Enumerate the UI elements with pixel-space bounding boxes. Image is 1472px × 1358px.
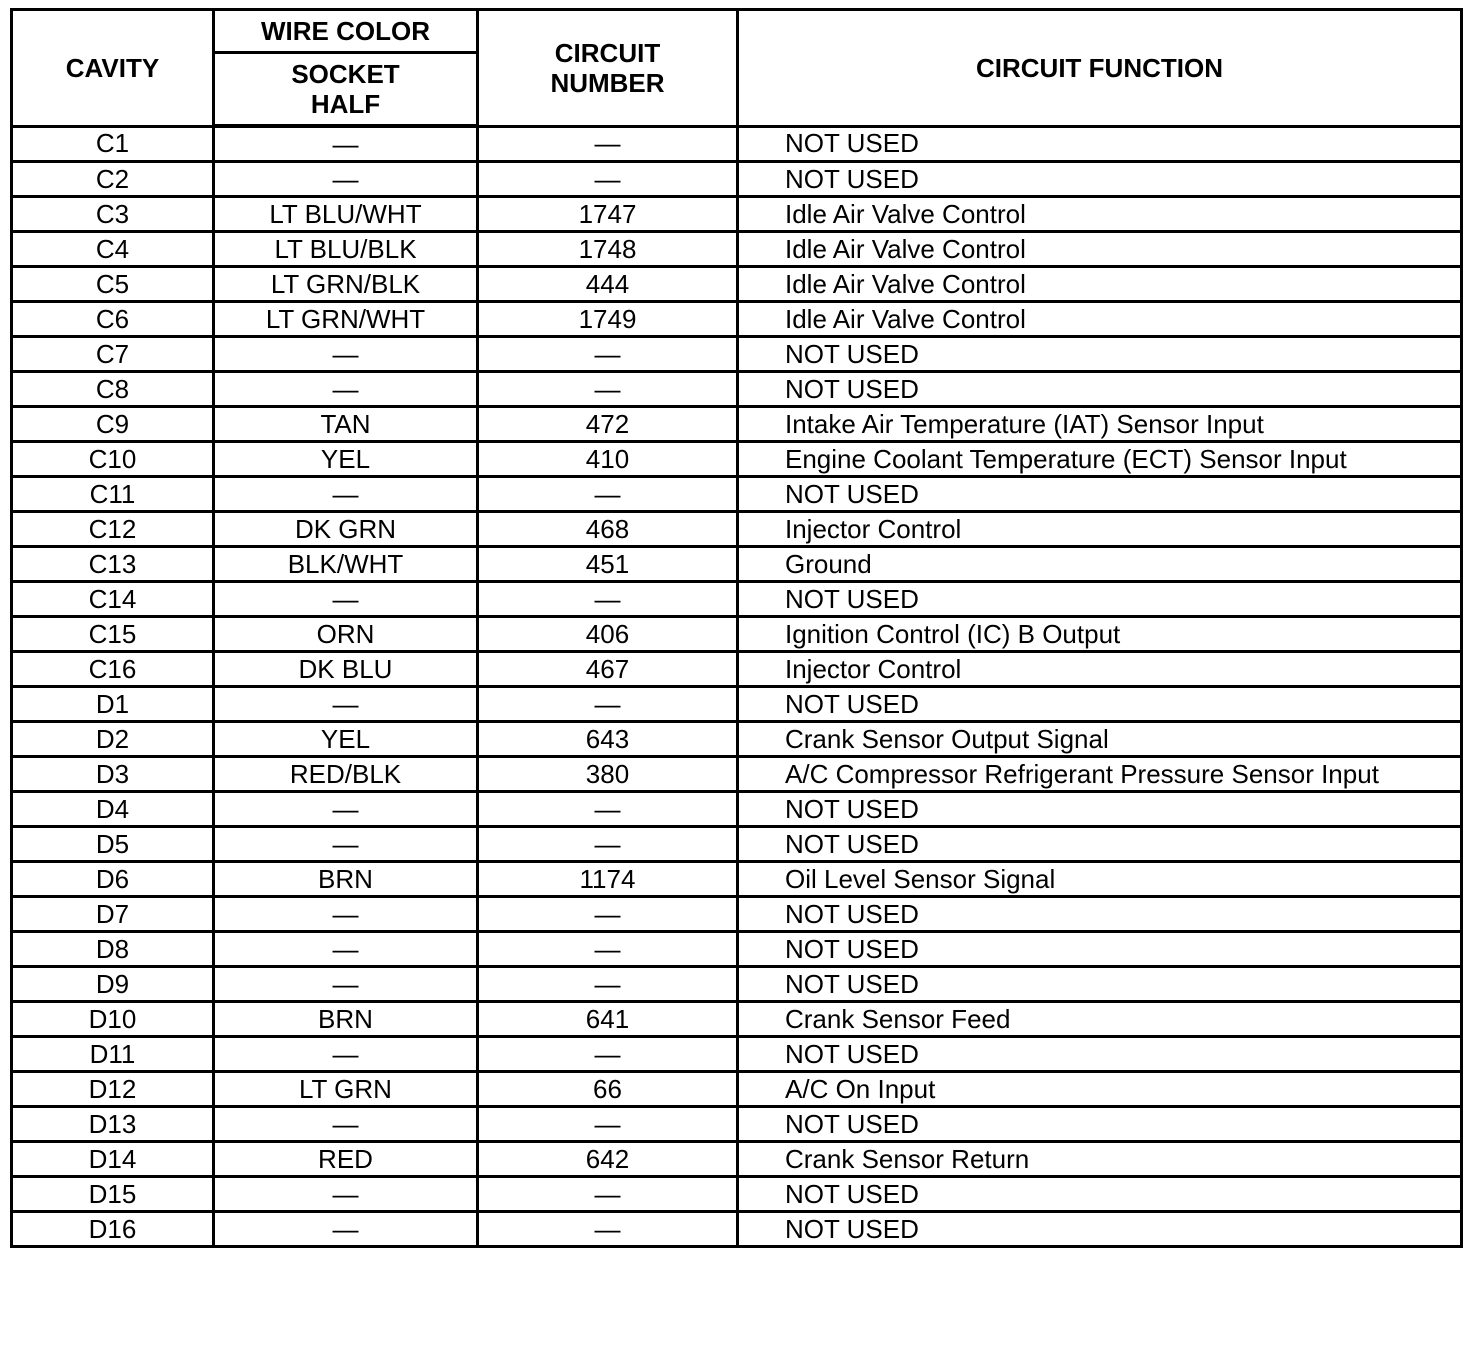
table-row (12, 1107, 1462, 1142)
circuit-function-cell: NOT USED (738, 932, 1462, 967)
circuit-function-cell: Ignition Control (IC) B Output (738, 617, 1462, 652)
table-row (12, 792, 1462, 827)
wire-color-cell: — (214, 1177, 478, 1212)
table-row (12, 477, 1462, 512)
circuit-function-cell: NOT USED (738, 897, 1462, 932)
circuit-function-cell: NOT USED (738, 827, 1462, 862)
circuit-function-cell: Crank Sensor Return (738, 1142, 1462, 1177)
circuit-number-cell: — (478, 1177, 738, 1212)
table-row (12, 267, 1462, 302)
circuit-function-cell: Engine Coolant Temperature (ECT) Sensor Input (738, 442, 1462, 477)
wire-color-cell: DK GRN (214, 512, 478, 547)
circuit-function-cell: NOT USED (738, 792, 1462, 827)
circuit-number-cell: 642 (478, 1142, 738, 1177)
table-row (12, 302, 1462, 337)
wire-color-cell: LT GRN/WHT (214, 302, 478, 337)
cavity-cell: C3 (12, 197, 214, 232)
table-row (12, 442, 1462, 477)
circuit-number-cell: — (478, 582, 738, 617)
table-row (12, 512, 1462, 547)
table-row (12, 232, 1462, 267)
wire-color-cell: — (214, 337, 478, 372)
header-circuit-number: CIRCUIT NUMBER (478, 10, 738, 127)
circuit-number-cell: — (478, 477, 738, 512)
cavity-cell: D8 (12, 932, 214, 967)
cavity-cell: D6 (12, 862, 214, 897)
table-row (12, 1212, 1462, 1247)
cavity-cell: D3 (12, 757, 214, 792)
cavity-cell: D9 (12, 967, 214, 1002)
cavity-cell: C5 (12, 267, 214, 302)
table-row (12, 897, 1462, 932)
cavity-cell: C1 (12, 126, 214, 162)
circuit-number-cell: 1748 (478, 232, 738, 267)
cavity-cell: D1 (12, 687, 214, 722)
circuit-function-cell: Idle Air Valve Control (738, 232, 1462, 267)
circuit-number-cell: — (478, 792, 738, 827)
wire-color-cell: — (214, 967, 478, 1002)
cavity-cell: C13 (12, 547, 214, 582)
wire-color-cell: LT BLU/BLK (214, 232, 478, 267)
circuit-function-cell: NOT USED (738, 967, 1462, 1002)
cavity-cell: D14 (12, 1142, 214, 1177)
wire-color-cell: — (214, 372, 478, 407)
table-row (12, 547, 1462, 582)
wire-color-cell: — (214, 687, 478, 722)
circuit-function-cell: Injector Control (738, 652, 1462, 687)
wire-color-cell: YEL (214, 442, 478, 477)
cavity-cell: C16 (12, 652, 214, 687)
circuit-number-cell: 472 (478, 407, 738, 442)
circuit-function-cell: NOT USED (738, 582, 1462, 617)
header-socket-half: SOCKET HALF (214, 53, 478, 127)
cavity-cell: D12 (12, 1072, 214, 1107)
table-body (12, 126, 1462, 1247)
circuit-function-cell: NOT USED (738, 337, 1462, 372)
circuit-number-cell: 1747 (478, 197, 738, 232)
wire-color-cell: — (214, 1037, 478, 1072)
circuit-function-cell: Intake Air Temperature (IAT) Sensor Input (738, 407, 1462, 442)
wire-color-cell: RED (214, 1142, 478, 1177)
header-circuit-function: CIRCUIT FUNCTION (738, 10, 1462, 127)
wire-color-cell: — (214, 162, 478, 197)
circuit-function-cell: Ground (738, 547, 1462, 582)
table-row (12, 126, 1462, 162)
circuit-function-cell: NOT USED (738, 1177, 1462, 1212)
cavity-cell: C4 (12, 232, 214, 267)
cavity-cell: D15 (12, 1177, 214, 1212)
wire-color-cell: — (214, 1107, 478, 1142)
wire-color-cell: LT GRN (214, 1072, 478, 1107)
circuit-number-cell: 380 (478, 757, 738, 792)
cavity-cell: D11 (12, 1037, 214, 1072)
wire-color-cell: LT BLU/WHT (214, 197, 478, 232)
circuit-number-cell: — (478, 827, 738, 862)
table-row (12, 582, 1462, 617)
table-row (12, 1037, 1462, 1072)
table-row (12, 407, 1462, 442)
wire-color-cell: — (214, 477, 478, 512)
circuit-number-cell: 444 (478, 267, 738, 302)
circuit-number-cell: — (478, 1037, 738, 1072)
table-header (12, 10, 1462, 127)
circuit-function-cell: Oil Level Sensor Signal (738, 862, 1462, 897)
wire-color-cell: RED/BLK (214, 757, 478, 792)
circuit-number-cell: 641 (478, 1002, 738, 1037)
table-row (12, 197, 1462, 232)
circuit-number-cell: 451 (478, 547, 738, 582)
circuit-function-cell: NOT USED (738, 1212, 1462, 1247)
circuit-number-cell: 406 (478, 617, 738, 652)
circuit-function-cell: NOT USED (738, 477, 1462, 512)
table-row (12, 722, 1462, 757)
header-wire-color: WIRE COLOR (214, 10, 478, 53)
cavity-cell: C14 (12, 582, 214, 617)
wire-color-cell: — (214, 897, 478, 932)
circuit-function-cell: Injector Control (738, 512, 1462, 547)
table-row (12, 1002, 1462, 1037)
circuit-function-cell: A/C Compressor Refrigerant Pressure Sensor Input (738, 757, 1462, 792)
connector-table-container (10, 8, 1460, 1248)
circuit-number-cell: — (478, 337, 738, 372)
cavity-cell: C2 (12, 162, 214, 197)
circuit-number-cell: — (478, 897, 738, 932)
table-row (12, 652, 1462, 687)
cavity-cell: D16 (12, 1212, 214, 1247)
wire-color-cell: — (214, 126, 478, 162)
table-row (12, 162, 1462, 197)
table-row (12, 617, 1462, 652)
circuit-number-cell: 1174 (478, 862, 738, 897)
circuit-function-cell: Idle Air Valve Control (738, 302, 1462, 337)
cavity-cell: D5 (12, 827, 214, 862)
wire-color-cell: — (214, 792, 478, 827)
circuit-function-cell: NOT USED (738, 1107, 1462, 1142)
circuit-function-cell: NOT USED (738, 162, 1462, 197)
circuit-function-cell: NOT USED (738, 1037, 1462, 1072)
table-row (12, 1177, 1462, 1212)
table-row (12, 757, 1462, 792)
header-cavity: CAVITY (12, 10, 214, 127)
wire-color-cell: ORN (214, 617, 478, 652)
wire-color-cell: — (214, 932, 478, 967)
cavity-cell: C11 (12, 477, 214, 512)
wire-color-cell: — (214, 827, 478, 862)
circuit-function-cell: Idle Air Valve Control (738, 267, 1462, 302)
table-row (12, 1072, 1462, 1107)
cavity-cell: C15 (12, 617, 214, 652)
wire-color-cell: LT GRN/BLK (214, 267, 478, 302)
table-row (12, 337, 1462, 372)
circuit-number-cell: 468 (478, 512, 738, 547)
table-row (12, 932, 1462, 967)
wire-color-cell: YEL (214, 722, 478, 757)
circuit-number-cell: — (478, 1212, 738, 1247)
wire-color-cell: — (214, 1212, 478, 1247)
wire-color-cell: BLK/WHT (214, 547, 478, 582)
cavity-cell: C12 (12, 512, 214, 547)
wire-color-cell: — (214, 582, 478, 617)
cavity-cell: D13 (12, 1107, 214, 1142)
connector-pinout-table (10, 8, 1463, 1248)
circuit-number-cell: — (478, 372, 738, 407)
circuit-function-cell: A/C On Input (738, 1072, 1462, 1107)
circuit-function-cell: Crank Sensor Output Signal (738, 722, 1462, 757)
circuit-function-cell: Crank Sensor Feed (738, 1002, 1462, 1037)
wire-color-cell: DK BLU (214, 652, 478, 687)
circuit-number-cell: — (478, 162, 738, 197)
circuit-number-cell: — (478, 967, 738, 1002)
cavity-cell: C8 (12, 372, 214, 407)
cavity-cell: C6 (12, 302, 214, 337)
circuit-function-cell: Idle Air Valve Control (738, 197, 1462, 232)
circuit-number-cell: — (478, 687, 738, 722)
circuit-number-cell: — (478, 932, 738, 967)
circuit-function-cell: NOT USED (738, 687, 1462, 722)
table-row (12, 967, 1462, 1002)
circuit-number-cell: 1749 (478, 302, 738, 337)
circuit-number-cell: 467 (478, 652, 738, 687)
cavity-cell: D7 (12, 897, 214, 932)
circuit-number-cell: — (478, 1107, 738, 1142)
cavity-cell: D2 (12, 722, 214, 757)
table-row (12, 862, 1462, 897)
cavity-cell: C7 (12, 337, 214, 372)
cavity-cell: D4 (12, 792, 214, 827)
circuit-number-cell: — (478, 126, 738, 162)
cavity-cell: C10 (12, 442, 214, 477)
wire-color-cell: BRN (214, 1002, 478, 1037)
table-row (12, 372, 1462, 407)
wire-color-cell: BRN (214, 862, 478, 897)
circuit-number-cell: 66 (478, 1072, 738, 1107)
circuit-function-cell: NOT USED (738, 126, 1462, 162)
wire-color-cell: TAN (214, 407, 478, 442)
cavity-cell: C9 (12, 407, 214, 442)
table-row (12, 1142, 1462, 1177)
circuit-number-cell: 643 (478, 722, 738, 757)
circuit-function-cell: NOT USED (738, 372, 1462, 407)
table-row (12, 687, 1462, 722)
cavity-cell: D10 (12, 1002, 214, 1037)
circuit-number-cell: 410 (478, 442, 738, 477)
table-row (12, 827, 1462, 862)
